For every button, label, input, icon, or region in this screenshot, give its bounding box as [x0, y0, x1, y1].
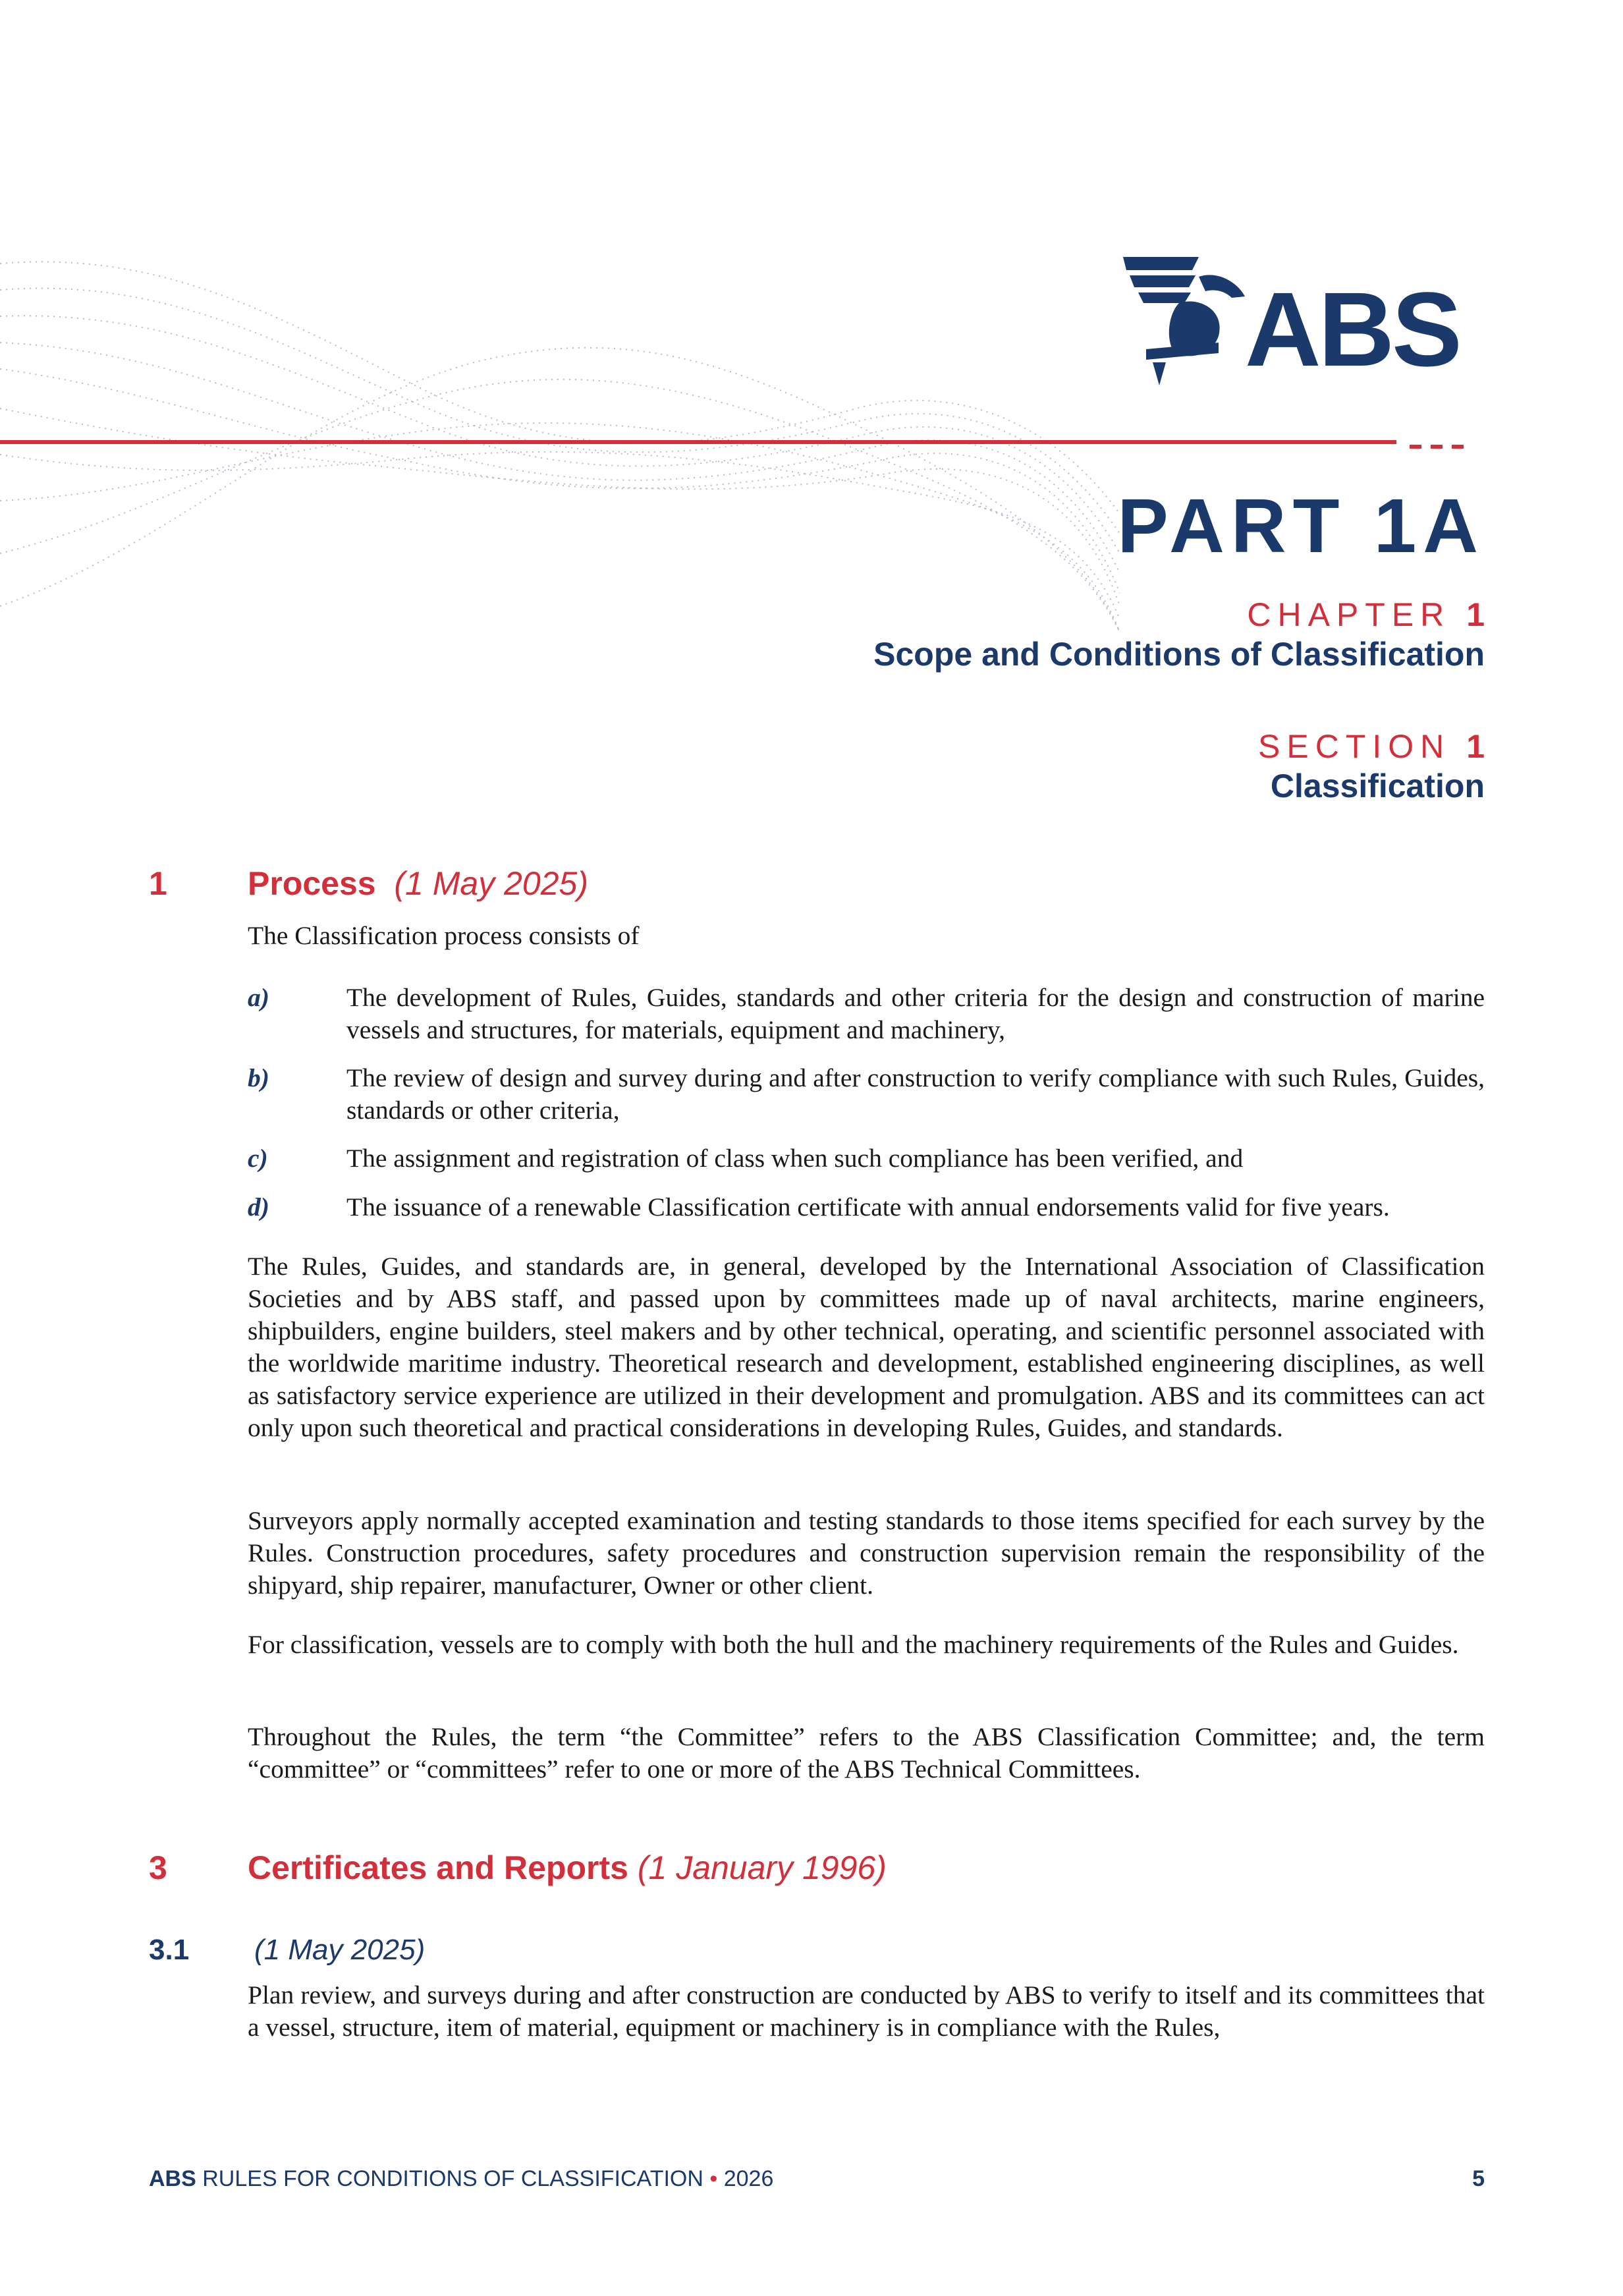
list-text: The development of Rules, Guides, standards and other criteria for the design and construction of marine vessels and structures, for materials, equipment and machinery,: [346, 983, 1485, 1044]
list-marker: c): [248, 1144, 268, 1173]
list-text: The issuance of a renewable Classification certificate with annual endorsements valid for five years.: [346, 1192, 1390, 1221]
heading-number: 3: [149, 1849, 167, 1886]
list-marker: b): [248, 1063, 269, 1092]
part-title: PART 1A: [1117, 483, 1485, 569]
section-title: Classification: [1270, 768, 1485, 804]
footer-year: 2026: [723, 2166, 774, 2191]
footer-doc-title: RULES FOR CONDITIONS OF CLASSIFICATION: [202, 2166, 703, 2191]
heading-date: (1 January 1996): [637, 1849, 887, 1886]
paragraph-intro: The Classification process consists of: [248, 921, 640, 950]
paragraph: Throughout the Rules, the term “the Committee” refers to the ABS Classification Committee; and, the term “committee” or “committees” refer to one or more of the ABS Technical Committees.: [248, 1722, 1485, 1783]
eagle-emblem-icon: [1120, 250, 1252, 395]
abs-logo: [1120, 250, 1489, 402]
logo-text: ABS: [1245, 270, 1460, 388]
heading-title: Certificates and Reports: [248, 1849, 628, 1886]
list-text: The review of design and survey during and after construction to verify compliance with such Rules, Guides, standards or other criteria,: [346, 1063, 1485, 1125]
heading-title: Process: [248, 865, 376, 902]
chapter-label: CHAPTER 1: [1247, 596, 1485, 633]
paragraph: For classification, vessels are to comply with both the hull and the machinery requirements of the Rules and Guides.: [248, 1630, 1459, 1659]
footer-brand: ABS: [149, 2166, 196, 2191]
list-marker: d): [248, 1192, 269, 1221]
list-text: The assignment and registration of class when such compliance has been verified, and: [346, 1144, 1244, 1173]
paragraph: Plan review, and surveys during and after construction are conducted by ABS to verify to itself and its committees that a vessel, structure, item of material, equipment or machinery is in compliance with the Rules,: [248, 1980, 1485, 2042]
footer-bullet: •: [709, 2166, 718, 2191]
paragraph: Surveyors apply normally accepted examination and testing standards to those items specified for each survey by the Rules. Construction procedures, safety procedures and construction supervision remain the responsibility of the shipyard, ship repairer, manufacturer, Owner or other client.: [248, 1506, 1485, 1600]
subheading-date: (1 May 2025): [254, 1934, 426, 1966]
heading-date: (1 May 2025): [394, 865, 588, 902]
paragraph: The Rules, Guides, and standards are, in general, developed by the International Association of Classification Societies and by ABS staff, and passed upon by committees made up of naval architects, marine engineers, shipbuilders, engine builders, steel makers and by other technical, operating, and scientific personnel associated with the worldwide maritime industry. Theoretical research and development, established engineering disciplines, as well as satisfactory service experience are utilized in their development and promulgation. ABS and its committees can act only upon such theoretical and practical considerations in developing Rules, Guides, and standards.: [248, 1252, 1485, 1442]
footer-title: [149, 2168, 773, 2190]
section-label: SECTION 1: [1258, 728, 1485, 765]
heading-number: 1: [149, 865, 167, 902]
header-red-rule: [0, 440, 1396, 444]
dotted-wave-decoration: [0, 237, 1120, 632]
header-red-dashes: [1410, 440, 1473, 452]
subheading-number: 3.1: [149, 1934, 190, 1966]
page-number: 5: [1472, 2166, 1485, 2191]
list-marker: a): [248, 983, 269, 1012]
chapter-title: Scope and Conditions of Classification: [873, 636, 1485, 673]
